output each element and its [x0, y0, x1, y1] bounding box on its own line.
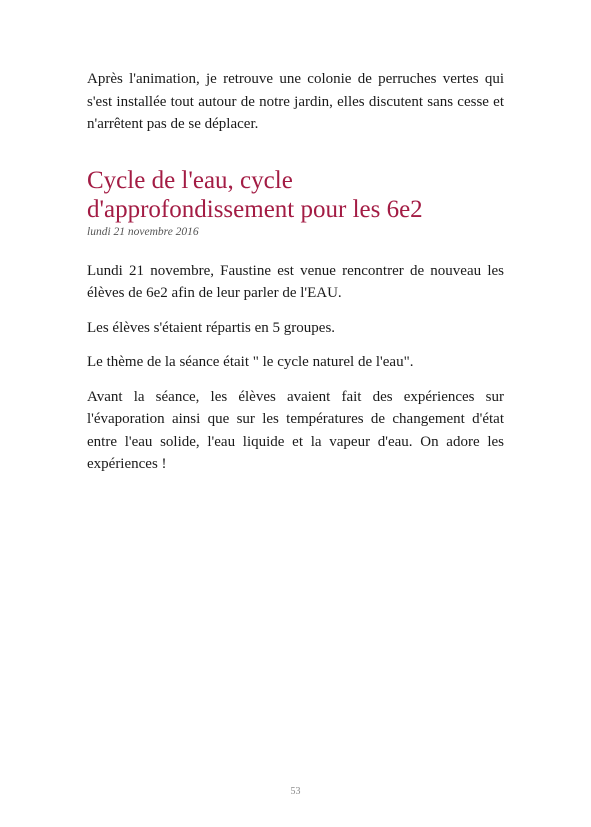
- article-title-line-1: Cycle de l'eau, cycle: [87, 166, 293, 194]
- article-date: lundi 21 novembre 2016: [87, 225, 199, 238]
- article-title-line-2: d'approfondissement pour les 6e2: [87, 195, 423, 223]
- page-content: [87, 68, 504, 488]
- page-number: 53: [290, 786, 301, 797]
- article-paragraph: Le thème de la séance était " le cycle naturel de l'eau".: [87, 354, 414, 370]
- article-paragraph: Les élèves s'étaient répartis en 5 groupes.: [87, 319, 336, 336]
- intro-paragraph: Après l'animation, je retrouve une colonie de perruches vertes qui s'est installée tout autour de notre jardin, elles discutent sans cesse et n'arrêtent pas de se déplacer.: [87, 71, 504, 132]
- article-paragraph: Lundi 21 novembre, Faustine est venue rencontrer de nouveau les élèves de 6e2 afin de leur parler de l'EAU.: [87, 262, 504, 301]
- article-body: [87, 260, 504, 476]
- article-title: [87, 166, 504, 224]
- article-paragraph: Avant la séance, les élèves avaient fait des expériences sur l'évaporation ainsi que sur les températures de changement d'état entre l'eau solide, l'eau liquide et la vapeur d'eau. On adore les expériences !: [87, 388, 504, 472]
